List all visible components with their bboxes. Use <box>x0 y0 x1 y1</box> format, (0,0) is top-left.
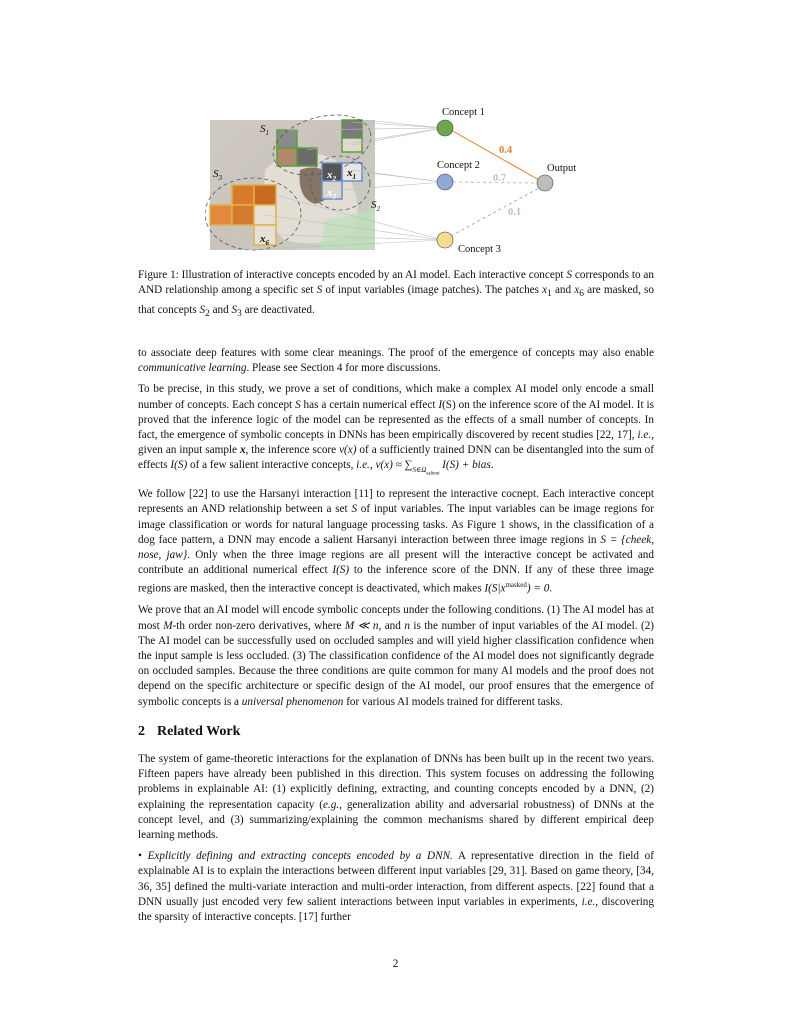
figure-1 <box>205 100 595 260</box>
paragraph-4: We prove that an AI model will encode symbolic concepts under the following conditions. (1) The AI model has at most M-th order non-zero derivatives, where M ≪ n, and n is the number of input variables of the AI model. (2) The AI model can be successfully used on occluded samples and will yield higher classification confidence when the input sample is less occluded. (3) The classification confidence of the AI model does not significantly degrade on occluded samples. Because the three conditions are quite common for many AI models and the proof does not depend on the specific architecture or specific design of the AI model, our proof ensures that the emergence of symbolic concepts is a universal phenomenon for various AI models trained for different tasks. <box>138 604 655 708</box>
concept3-node <box>437 232 453 248</box>
section-heading <box>138 724 654 739</box>
s2-label: $S_2$ <box>371 199 380 213</box>
concept2-label: Concept 2 <box>437 160 480 171</box>
paragraph-3: We follow [22] to use the Harsanyi interaction [11] to represent the interactive cocnept. Each interactive concept represents an AND relationship between a set S of input variables. The input variables can be image regions for image classification or words for natural language processing tasks. As Figure 1 shows, in the classification of a dog face pattern, a DNN may encode a salient Harsanyi interaction between three image regions in S = {cheek, nose, jaw}. Only when the three image regions are all present will the interactive concept be activated and contribute an additional numerical effect I(S) to the inference score of the DNN. If any of these three image regions are masked, then the interactive concept is deactivated, which makes $I(S|x^{masked}) = 0$. <box>138 488 654 596</box>
weight-0.4: 0.4 <box>499 145 513 156</box>
x2-label: $x_2$ <box>327 169 336 183</box>
paragraph-5: The system of game-theoretic interactions for the explanation of DNNs has been built up in the recent two years. Fifteen papers have already been published in this direction. This system focuses on addressing the following problems in explainable AI: (1) explicitly defining, extracting, and counting concepts encoded by a DNN, (2) explaining the representation capacity (e.g., generalization ability and adversarial robustness) of DNNs at the concept level, and (3) summarizing/explaining the common mechanisms shared by different empirical deep learning methods. <box>138 753 654 842</box>
page-number: 2 <box>392 958 399 970</box>
concept2-node <box>437 174 453 190</box>
concept1-label: Concept 1 <box>442 107 485 118</box>
s1-label: $S_1$ <box>260 123 269 137</box>
concept3-label: Concept 3 <box>458 244 501 255</box>
paragraph-6: • Explicitly defining and extracting concepts encoded by a DNN. A representative direction in the field of explainable AI is to explain the interactions between different input variables [29, 31]. Based on game theory, [34, 36, 35] defined the multi-variate interaction and multi-order interaction, from different aspects. [22] found that a DNN usually just encoded very few salient interactions between input variables in experiments, i.e., discovering the sparsity of interactive concepts. [17] further <box>138 850 654 924</box>
section-title: Related Work <box>157 723 241 739</box>
x3-label: $x_3$ <box>327 187 336 201</box>
output-node <box>537 175 553 191</box>
body-text <box>138 346 654 931</box>
figure-1-graphic <box>205 100 595 260</box>
edge-concept3-output <box>451 188 539 236</box>
weight-0.7: 0.7 <box>493 173 507 184</box>
figure-caption: Figure 1: Illustration of interactive concepts encoded by an AI model. Each interactive concept S corresponds to an AND relationship among a specific set S of input variables (image patches). The patches $x_1$ and $x_6$ are masked, so that concepts $S_2$ and $S_3$ are deactivated. <box>138 269 654 320</box>
x1-label: $x_1$ <box>347 167 356 181</box>
weight-0.1: 0.1 <box>508 207 522 218</box>
s3-label: $S_3$ <box>213 168 222 182</box>
x6-label: $x_6$ <box>260 233 269 247</box>
paragraph-2: To be precise, in this study, we prove a set of conditions, which make a complex AI model only encode a small number of concepts. Each concept S has a certain numerical effect I(S) on the inference score of the AI model. It is proved that the inference logic of the model can be represented as the effects of a small number of concepts. In fact, the emergence of symbolic concepts in DNNs has been empirically discovered by recent studies [22, 17], i.e., given an input sample x, the inference score v(x) of a sufficiently trained DNN can be disentangled into the sum of effects I(S) of a few salient interactive concepts, i.e., $v(x) \approx \sum_{S\in\Omega_{salient}}$ I(S) + bias. <box>138 383 654 477</box>
output-label: Output <box>547 163 577 174</box>
concept1-node <box>437 120 453 136</box>
paragraph-1: to associate deep features with some clear meanings. The proof of the emergence of concepts may also enable communicative learning. Please see Section 4 for more discussions. <box>138 347 654 375</box>
section-number: 2 <box>138 723 145 739</box>
